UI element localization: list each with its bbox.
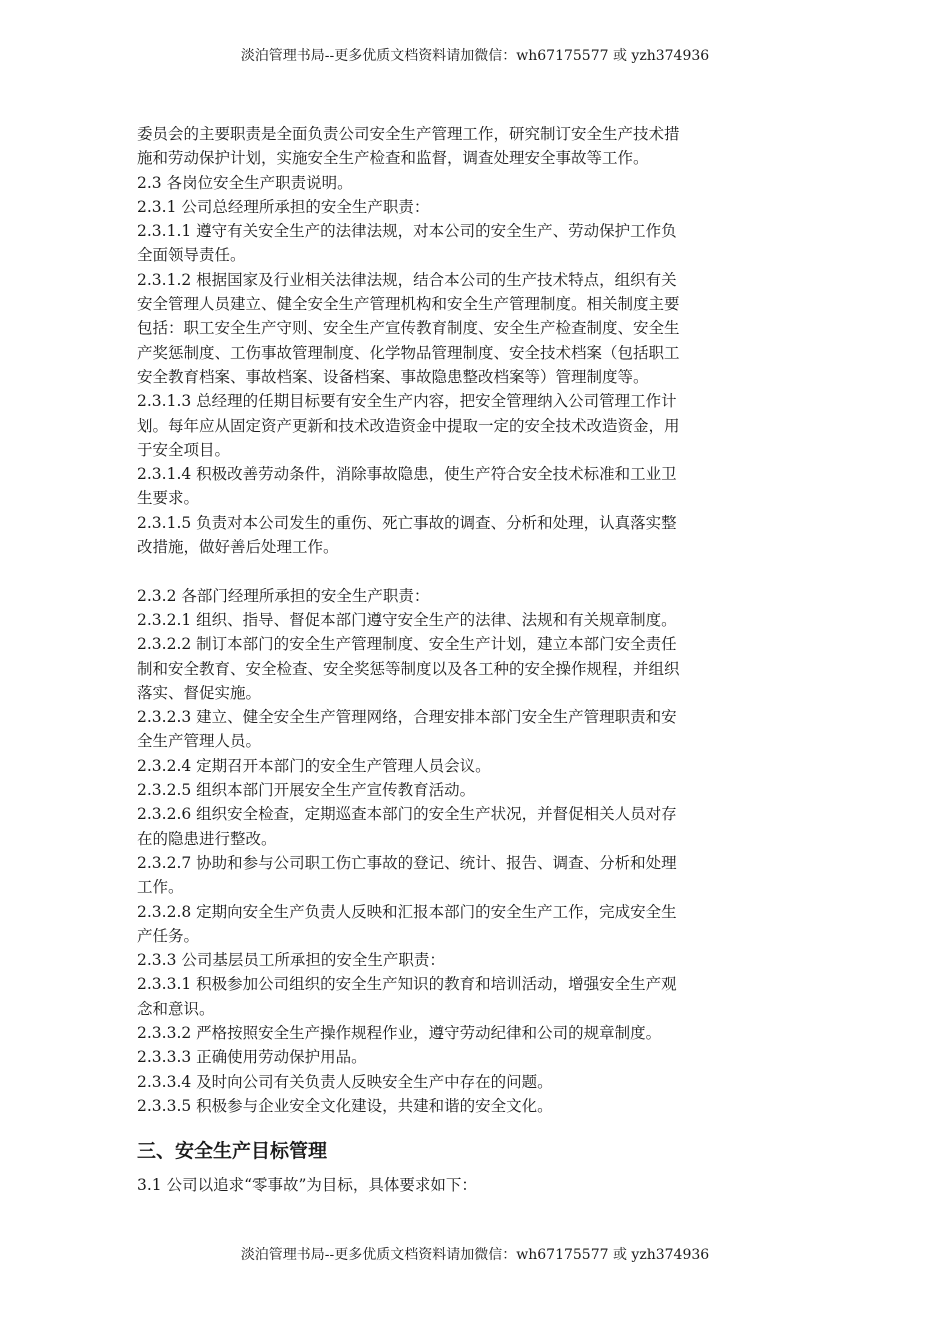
text-line: 包括：职工安全生产守则、安全生产宣传教育制度、安全生产检查制度、安全生 [137, 319, 680, 338]
text-line: 2.3.1.5 负责对本公司发生的重伤、死亡事故的调查、分析和处理，认真落实整 [137, 513, 677, 532]
section-heading: 三、安全生产目标管理 [137, 1140, 328, 1163]
text-line: 生要求。 [137, 489, 200, 508]
text-line: 安全教育档案、事故档案、设备档案、事故隐患整改档案等）管理制度等。 [137, 367, 649, 386]
text-line: 2.3.2.8 定期向安全生产负责人反映和汇报本部门的安全生产工作，完成安全生 [137, 902, 677, 921]
text-line: 于安全项目。 [137, 440, 231, 459]
text-line: 产奖惩制度、工伤事故管理制度、化学物品管理制度、安全技术档案（包括职工 [137, 343, 680, 362]
text-line: 2.3.2.1 组织、指导、督促本部门遵守安全生产的法律、法规和有关规章制度。 [137, 610, 677, 629]
text-line: 2.3.2.5 组织本部门开展安全生产宣传教育活动。 [137, 781, 476, 800]
text-line: 安全管理人员建立、健全安全生产管理机构和安全生产管理制度。相关制度主要 [137, 295, 680, 314]
text-line: 2.3.1.3 总经理的任期目标要有安全生产内容，把安全管理纳入公司管理工作计 [137, 392, 677, 411]
text-line: 全面领导责任。 [137, 246, 246, 265]
text-line: 2.3 各岗位安全生产职责说明。 [137, 173, 353, 192]
text-line: 划。每年应从固定资产更新和技术改造资金中提取一定的安全技术改造资金，用 [137, 416, 680, 435]
text-line: 2.3.2.3 建立、健全安全生产管理网络，合理安排本部门安全生产管理职责和安 [137, 708, 677, 727]
section-2-3-2-and-2-3-3 [137, 584, 817, 1119]
text-line: 产任务。 [137, 926, 200, 945]
text-line: 改措施，做好善后处理工作。 [137, 538, 339, 557]
text-line: 2.3.2.6 组织安全检查，定期巡查本部门的安全生产状况，并督促相关人员对存 [137, 805, 677, 824]
text-line: 全生产管理人员。 [137, 732, 262, 751]
section-2-3-1 [137, 122, 817, 559]
text-line: 2.3.1 公司总经理所承担的安全生产职责： [137, 197, 430, 216]
text-line: 在的隐患进行整改。 [137, 829, 277, 848]
text-line: 念和意识。 [137, 999, 215, 1018]
page-header: 淡泊管理书局--更多优质文档资料请加微信：wh67175577 或 yzh374936 [240, 48, 710, 64]
text-line: 落实、督促实施。 [137, 683, 262, 702]
text-line: 2.3.1.2 根据国家及行业相关法律法规，结合本公司的生产技术特点，组织有关 [137, 270, 677, 289]
text-line: 2.3.3.2 严格按照安全生产操作规程作业，遵守劳动纪律和公司的规章制度。 [137, 1023, 662, 1042]
text-line: 2.3.3 公司基层员工所承担的安全生产职责： [137, 951, 445, 970]
text-line: 2.3.1.1 遵守有关安全生产的法律法规，对本公司的安全生产、劳动保护工作负 [137, 222, 677, 241]
text-line: 2.3.3.1 积极参加公司组织的安全生产知识的教育和培训活动，增强安全生产观 [137, 975, 677, 994]
blank-line [137, 559, 817, 583]
document-body [137, 122, 817, 1197]
text-line: 3.1 公司以追求“零事故”为目标，具体要求如下： [137, 1176, 477, 1195]
text-line: 工作。 [137, 878, 184, 897]
text-line: 2.3.1.4 积极改善劳动条件，消除事故隐患，使生产符合安全技术标准和工业卫 [137, 465, 677, 484]
text-line: 2.3.3.5 积极参与企业安全文化建设，共建和谐的安全文化。 [137, 1096, 553, 1115]
text-line: 2.3.2.2 制订本部门的安全生产管理制度、安全生产计划，建立本部门安全责任 [137, 635, 677, 654]
text-line: 2.3.3.4 及时向公司有关负责人反映安全生产中存在的问题。 [137, 1072, 553, 1091]
page-footer: 淡泊管理书局--更多优质文档资料请加微信：wh67175577 或 yzh374936 [240, 1247, 710, 1263]
section-3-1 [137, 1173, 817, 1197]
text-line: 2.3.2.7 协助和参与公司职工伤亡事故的登记、统计、报告、调查、分析和处理 [137, 853, 677, 872]
text-line: 2.3.3.3 正确使用劳动保护用品。 [137, 1048, 367, 1067]
text-line: 施和劳动保护计划，实施安全生产检查和监督，调查处理安全事故等工作。 [137, 149, 649, 168]
text-line: 委员会的主要职责是全面负责公司安全生产管理工作，研究制订安全生产技术措 [137, 125, 680, 143]
text-line: 2.3.2.4 定期召开本部门的安全生产管理人员会议。 [137, 756, 491, 775]
text-line: 2.3.2 各部门经理所承担的安全生产职责： [137, 586, 430, 605]
text-line: 制和安全教育、安全检查、安全奖惩等制度以及各工种的安全操作规程，并组织 [137, 659, 680, 678]
